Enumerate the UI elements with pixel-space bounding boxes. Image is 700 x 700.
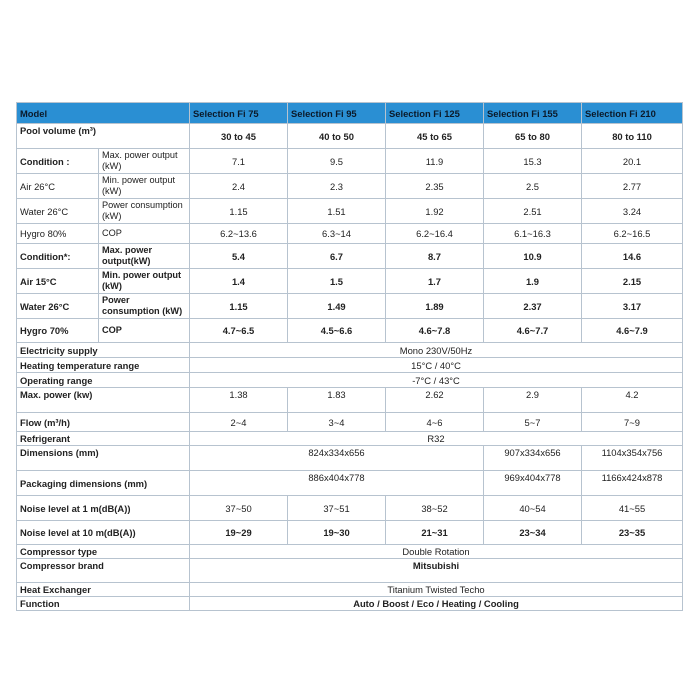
cell: 1.9 xyxy=(484,269,582,294)
cell: 80 to 110 xyxy=(582,124,683,149)
merged-cell: R32 xyxy=(190,432,683,446)
cell: 1.38 xyxy=(190,388,288,413)
header-model: Selection Fi 95 xyxy=(288,103,386,124)
row-label: Noise level at 1 m(dB(A)) xyxy=(17,496,190,521)
cell: 1.83 xyxy=(288,388,386,413)
cell: 37~50 xyxy=(190,496,288,521)
cell: 6.7 xyxy=(288,244,386,269)
row-label: Dimensions (mm) xyxy=(17,446,190,471)
table-row xyxy=(17,244,683,269)
row-label: Compressor type xyxy=(17,545,190,559)
row-label: Refrigerant xyxy=(17,432,190,446)
cell: 907x334x656 xyxy=(484,446,582,471)
table-row xyxy=(17,343,683,358)
table-row xyxy=(17,471,683,496)
table-row xyxy=(17,545,683,559)
cell: 30 to 45 xyxy=(190,124,288,149)
cell: 1104x354x756 xyxy=(582,446,683,471)
row-label: Max. power (kw) xyxy=(17,388,190,413)
cell: 4.7~6.5 xyxy=(190,319,288,343)
cell: 1.15 xyxy=(190,294,288,319)
merged-cell: Titanium Twisted Techo xyxy=(190,583,683,597)
table-row xyxy=(17,224,683,244)
spec-table xyxy=(16,102,683,611)
cell: 2.51 xyxy=(484,199,582,224)
merged-cell: 886x404x778 xyxy=(190,471,484,496)
cell: 65 to 80 xyxy=(484,124,582,149)
cell: 1.89 xyxy=(386,294,484,319)
cell: 1.4 xyxy=(190,269,288,294)
table-row xyxy=(17,597,683,611)
row-label: Noise level at 10 m(dB(A)) xyxy=(17,521,190,545)
table-row xyxy=(17,174,683,199)
table-row xyxy=(17,496,683,521)
cell: 6.2~16.5 xyxy=(582,224,683,244)
sub-label: Min. power output (kW) xyxy=(99,269,190,294)
row-label: Pool volume (m³) xyxy=(17,124,190,149)
table-row xyxy=(17,559,683,583)
row-label: Flow (m³/h) xyxy=(17,413,190,432)
cell: 969x404x778 xyxy=(484,471,582,496)
sub-label: Max. power output(kW) xyxy=(99,244,190,269)
cell: 20.1 xyxy=(582,149,683,174)
table-row xyxy=(17,269,683,294)
merged-cell: Auto / Boost / Eco / Heating / Cooling xyxy=(190,597,683,611)
cell: 4.6~7.9 xyxy=(582,319,683,343)
cell: 1.15 xyxy=(190,199,288,224)
condition-label: Hygro 80% xyxy=(17,224,99,244)
cell: 2.9 xyxy=(484,388,582,413)
merged-cell: 824x334x656 xyxy=(190,446,484,471)
cell: 4.2 xyxy=(582,388,683,413)
table-row xyxy=(17,294,683,319)
cell: 4~6 xyxy=(386,413,484,432)
cell: 2.4 xyxy=(190,174,288,199)
condition-label: Hygro 70% xyxy=(17,319,99,343)
cell: 1.7 xyxy=(386,269,484,294)
condition-label: Air 15°C xyxy=(17,269,99,294)
cell: 23~34 xyxy=(484,521,582,545)
cell: 2.62 xyxy=(386,388,484,413)
cell: 1.51 xyxy=(288,199,386,224)
cell: 3~4 xyxy=(288,413,386,432)
cell: 1.92 xyxy=(386,199,484,224)
cell: 7.1 xyxy=(190,149,288,174)
cell: 1.5 xyxy=(288,269,386,294)
cell: 2.37 xyxy=(484,294,582,319)
condition-label: Air 26°C xyxy=(17,174,99,199)
header-model: Selection Fi 155 xyxy=(484,103,582,124)
cell: 6.2~16.4 xyxy=(386,224,484,244)
cell: 3.17 xyxy=(582,294,683,319)
sub-label: COP xyxy=(99,224,190,244)
table-row xyxy=(17,199,683,224)
row-label: Heat Exchanger xyxy=(17,583,190,597)
condition-label: Water 26°C xyxy=(17,294,99,319)
cell: 4.6~7.8 xyxy=(386,319,484,343)
table-row xyxy=(17,358,683,373)
cell: 10.9 xyxy=(484,244,582,269)
sub-label: COP xyxy=(99,319,190,343)
header-model: Selection Fi 210 xyxy=(582,103,683,124)
cell: 15.3 xyxy=(484,149,582,174)
cell: 5~7 xyxy=(484,413,582,432)
header-row xyxy=(17,103,683,124)
cell: 4.6~7.7 xyxy=(484,319,582,343)
header-model: Selection Fi 75 xyxy=(190,103,288,124)
row-label: Function xyxy=(17,597,190,611)
cell: 2.5 xyxy=(484,174,582,199)
cell: 1.49 xyxy=(288,294,386,319)
table-row xyxy=(17,583,683,597)
cell: 37~51 xyxy=(288,496,386,521)
condition-label: Condition : xyxy=(17,149,99,174)
sub-label: Power consumption (kW) xyxy=(99,294,190,319)
cell: 23~35 xyxy=(582,521,683,545)
sub-label: Min. power output (kW) xyxy=(99,174,190,199)
cell: 2.77 xyxy=(582,174,683,199)
row-label: Heating temperature range xyxy=(17,358,190,373)
merged-cell: 15°C / 40°C xyxy=(190,358,683,373)
cell: 7~9 xyxy=(582,413,683,432)
cell: 3.24 xyxy=(582,199,683,224)
table-row xyxy=(17,521,683,545)
merged-cell: Double Rotation xyxy=(190,545,683,559)
cell: 19~29 xyxy=(190,521,288,545)
cell: 11.9 xyxy=(386,149,484,174)
cell: 4.5~6.6 xyxy=(288,319,386,343)
cell: 6.1~16.3 xyxy=(484,224,582,244)
row-label: Compressor brand xyxy=(17,559,190,583)
cell: 1166x424x878 xyxy=(582,471,683,496)
table-row xyxy=(17,413,683,432)
cell: 19~30 xyxy=(288,521,386,545)
cell: 2.35 xyxy=(386,174,484,199)
cell: 38~52 xyxy=(386,496,484,521)
merged-cell: Mitsubishi xyxy=(190,559,683,583)
condition-label: Water 26°C xyxy=(17,199,99,224)
header-model: Selection Fi 125 xyxy=(386,103,484,124)
cell: 40 to 50 xyxy=(288,124,386,149)
table-row xyxy=(17,149,683,174)
cell: 2~4 xyxy=(190,413,288,432)
table-row xyxy=(17,446,683,471)
condition-label: Condition*: xyxy=(17,244,99,269)
row-label: Operating range xyxy=(17,373,190,388)
cell: 21~31 xyxy=(386,521,484,545)
cell: 40~54 xyxy=(484,496,582,521)
table-row xyxy=(17,373,683,388)
merged-cell: Mono 230V/50Hz xyxy=(190,343,683,358)
cell: 41~55 xyxy=(582,496,683,521)
cell: 5.4 xyxy=(190,244,288,269)
table-row xyxy=(17,319,683,343)
header-model-label: Model xyxy=(17,103,190,124)
cell: 14.6 xyxy=(582,244,683,269)
sub-label: Power consumption (kW) xyxy=(99,199,190,224)
row-label: Packaging dimensions (mm) xyxy=(17,471,190,496)
merged-cell: -7°C / 43°C xyxy=(190,373,683,388)
cell: 45 to 65 xyxy=(386,124,484,149)
cell: 6.3~14 xyxy=(288,224,386,244)
cell: 6.2~13.6 xyxy=(190,224,288,244)
table-row xyxy=(17,388,683,413)
cell: 2.3 xyxy=(288,174,386,199)
row-label: Electricity supply xyxy=(17,343,190,358)
cell: 9.5 xyxy=(288,149,386,174)
cell: 8.7 xyxy=(386,244,484,269)
table-row xyxy=(17,432,683,446)
pool-volume-row xyxy=(17,124,683,149)
sub-label: Max. power output (kW) xyxy=(99,149,190,174)
cell: 2.15 xyxy=(582,269,683,294)
